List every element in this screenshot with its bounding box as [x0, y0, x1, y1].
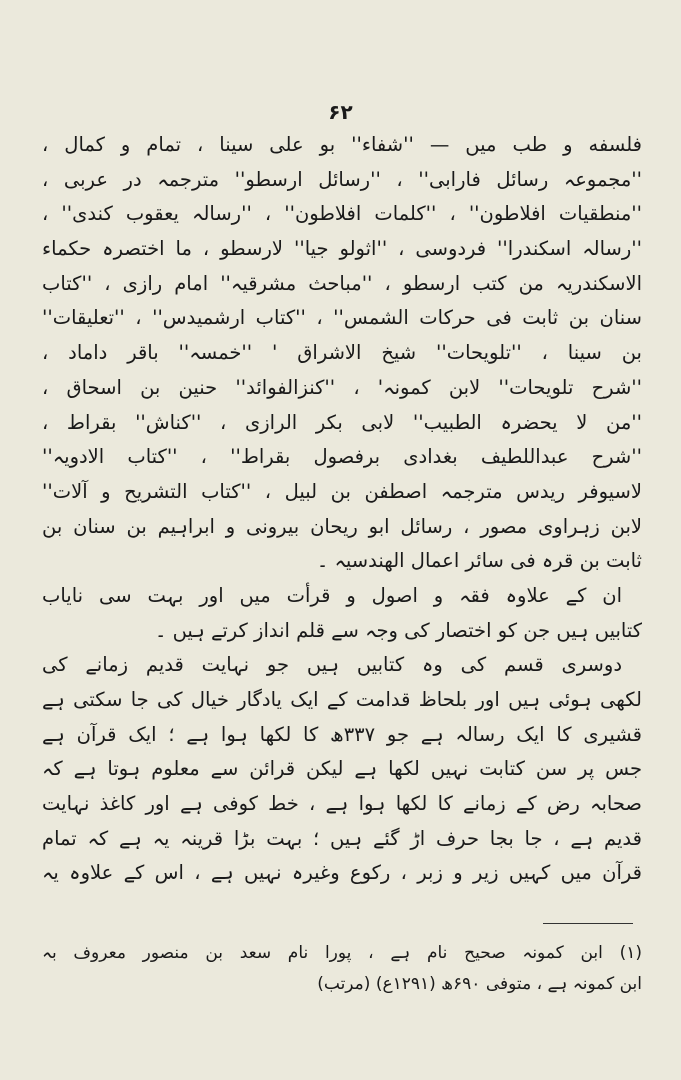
- text-line: سنان بن ثابت فی حرکات الشمس'' ، ''کتاب ارشمیدس'' ، ''تعلیقات'': [42, 306, 642, 330]
- page-number: ۶۲: [328, 100, 353, 124]
- text-line: فلسفه و طب میں — ''شفاء'' بو علی سینا ، تمام و کمال ،: [42, 133, 642, 156]
- text-line: ''مجموعہ رسائل فارابی'' ، ''رسائل ارسطو'' مترجمہ در عربی ،: [42, 167, 642, 191]
- text-line: صحابہ رض کے زمانے کا لکھا ہوا ہے ، خط کوفی ہے اور کاغذ نہایت: [42, 792, 642, 816]
- text-line: ان کے علاوہ فقہ و اصول و قرأت میں اور بہت سی نایاب: [42, 583, 622, 607]
- text-line: الاسکندریہ من کتب ارسطو ، ''مباحث مشرقیہ'' امام رازی ، ''کتاب: [42, 271, 642, 295]
- text-line: قشیری کا ایک رسالہ ہے جو ۳۳۷ھ کا لکھا ہوا ہے ؛ ایک قرآن ہے: [42, 722, 642, 746]
- text-line: قدیم ہے ، جا بجا حرف اڑ گئے ہیں ؛ بہت بڑا قرینہ یہ ہے کہ تمام: [42, 826, 642, 850]
- text-line: ''منطقیات افلاطون'' ، ''کلمات افلاطون'' ، ''رسالہ یعقوب کندی'' ،: [42, 202, 642, 226]
- text-line: ''شرح تلویحات'' لابن کمونہ' ، ''کنزالفوائد'' حنین بن اسحاق ،: [42, 375, 642, 399]
- text-line: بن سینا ، ''تلویحات'' شیخ الاشراق ' ''خمسہ'' باقر داماد ،: [42, 341, 642, 365]
- text-line: ''رسالہ اسکندرا'' فردوسی ، ''اثولو جیا'' لارسطو ، ما اختصرہ حکماء: [42, 237, 642, 261]
- text-line: ''من لا یحضرہ الطبیب'' لابی بکر الرازی ، ''کناش'' بقراط ،: [42, 410, 642, 434]
- footnote-divider: [543, 923, 633, 924]
- text-line: لابن زہراوی مصور ، رسائل ابو ریحان بیرونی و ابراہیم بن سنان بن: [42, 514, 642, 538]
- footnote-line: ابن کمونہ ہے ، متوفی ۶۹۰ھ (۱۲۹۱ع) (مرتب): [317, 974, 642, 994]
- text-line: ثابت بن قرہ فی سائر اعمال الھندسیہ ۔: [316, 549, 642, 573]
- text-line: جس پر سن کتابت نہیں لکھا ہے لیکن قرائن سے معلوم ہوتا ہے کہ: [42, 757, 642, 781]
- text-line: ''شرح عبداللطیف بغدادی برفصول بقراط'' ، ''کتاب الادویہ'': [42, 445, 642, 469]
- footnote-line: (۱) ابن کمونہ صحیح نام ہے ، پورا نام سعد بن منصور معروف بہ: [42, 943, 642, 963]
- body-text: [42, 128, 642, 891]
- text-line: کتابیں ہیں جن کو اختصار کی وجہ سے قلم انداز کرتے ہیں ۔: [154, 618, 642, 642]
- footnote: [42, 938, 642, 1000]
- text-line: قرآن میں کہیں زیر و زبر ، رکوع وغیرہ نہیں ہے ، اس کے علاوہ یہ: [42, 861, 642, 885]
- text-line: لکھی ہوئی ہیں اور بلحاظ قدامت کے ایک یادگار خیال کی جا سکتی ہے: [42, 688, 642, 711]
- text-line: لاسیوفر ریدس مترجمہ اصطفن بن لبیل ، ''کتاب التشریح و آلات'': [42, 479, 642, 503]
- text-line: دوسری قسم کی وہ کتابیں ہیں جو نہایت قدیم زمانے کی: [42, 653, 622, 677]
